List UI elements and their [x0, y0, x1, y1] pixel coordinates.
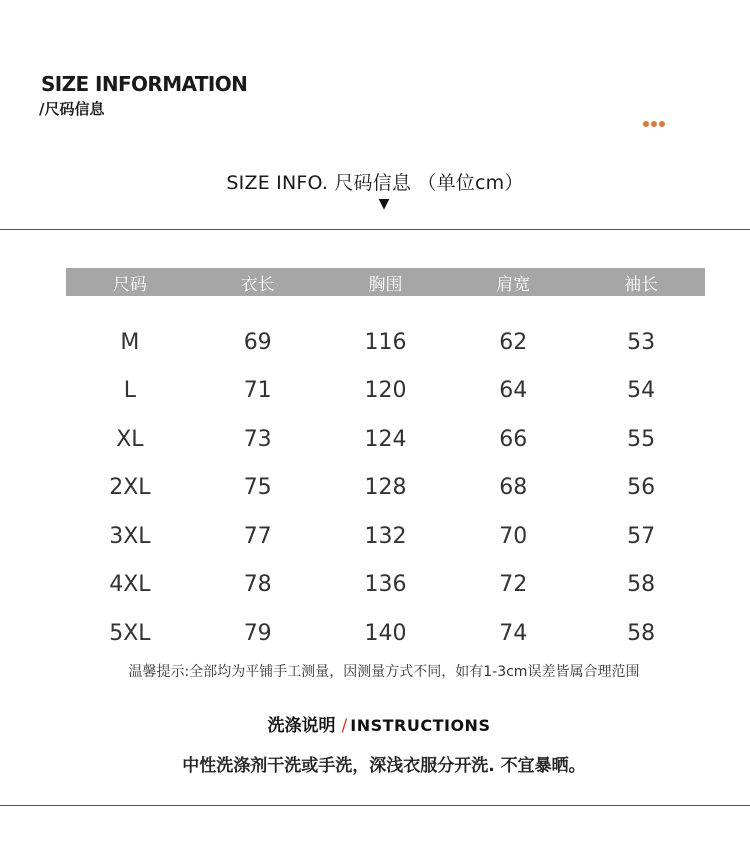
cell-length: 78	[243, 572, 272, 598]
care-title-cn: 洗涤说明	[267, 716, 336, 736]
cell-length: 75	[243, 475, 272, 501]
cell-length: 69	[243, 329, 272, 355]
cell-chest: 124	[364, 426, 407, 452]
cell-size: M	[120, 329, 140, 355]
cell-shoulder: 66	[499, 426, 528, 452]
table-row	[66, 296, 705, 367]
cell-chest: 132	[364, 523, 407, 549]
size-table-header-row	[66, 268, 705, 296]
table-row	[66, 609, 705, 658]
table-row	[66, 464, 705, 513]
cell-shoulder: 70	[499, 523, 528, 549]
cell-length: 71	[243, 378, 272, 404]
table-row	[66, 561, 705, 610]
cell-size: 2XL	[109, 475, 151, 501]
cell-sleeve: 58	[627, 620, 656, 646]
measurement-note: 温馨提示:全部均为平铺手工测量，因测量方式不同，如有1-3cm误差皆属合理范围	[128, 664, 640, 680]
cell-chest: 116	[364, 329, 407, 355]
column-header-length: 衣长	[194, 268, 322, 296]
cell-chest: 136	[364, 572, 407, 598]
care-title-en: INSTRUCTIONS	[350, 716, 491, 735]
cell-chest: 128	[364, 475, 407, 501]
cell-size: 3XL	[109, 523, 151, 549]
cell-sleeve: 56	[627, 475, 656, 501]
down-arrow-icon: ▼	[378, 196, 390, 212]
cell-length: 77	[243, 523, 272, 549]
cell-size: XL	[116, 426, 144, 452]
divider-bottom	[0, 805, 750, 806]
cell-size: L	[123, 378, 137, 404]
table-row	[66, 512, 705, 561]
column-header-shoulder: 肩宽	[449, 268, 577, 296]
cell-sleeve: 54	[627, 378, 656, 404]
care-instructions-title	[0, 711, 750, 736]
cell-chest: 120	[364, 378, 407, 404]
column-header-size: 尺码	[66, 268, 194, 296]
care-title-slash: /	[341, 716, 348, 736]
cell-shoulder: 72	[499, 572, 528, 598]
dot-icon	[643, 121, 649, 127]
size-information-subheading: /尺码信息	[39, 100, 105, 118]
care-instructions-text: 中性洗涤剂干洗或手洗，深浅衣服分开洗. 不宜暴晒。	[182, 756, 586, 776]
cell-shoulder: 68	[499, 475, 528, 501]
cell-size: 5XL	[109, 620, 151, 646]
column-header-chest: 胸围	[322, 268, 450, 296]
cell-shoulder: 62	[499, 329, 528, 355]
cell-length: 79	[243, 620, 272, 646]
table-row	[66, 415, 705, 464]
cell-length: 73	[243, 426, 272, 452]
cell-sleeve: 58	[627, 572, 656, 598]
size-information-heading: SIZE INFORMATION	[41, 72, 248, 96]
table-row	[66, 367, 705, 416]
cell-size: 4XL	[109, 572, 151, 598]
dot-icon	[651, 121, 657, 127]
cell-shoulder: 64	[499, 378, 528, 404]
cell-sleeve: 55	[627, 426, 656, 452]
divider-top	[0, 229, 750, 230]
dot-icon	[659, 121, 665, 127]
cell-shoulder: 74	[499, 620, 528, 646]
cell-sleeve: 53	[627, 329, 656, 355]
size-table	[66, 268, 705, 658]
size-info-title: SIZE INFO. 尺码信息 （单位cm）	[226, 172, 524, 194]
ellipsis-dots-icon	[643, 121, 665, 127]
column-header-sleeve: 袖长	[577, 268, 705, 296]
cell-sleeve: 57	[627, 523, 656, 549]
cell-chest: 140	[364, 620, 407, 646]
